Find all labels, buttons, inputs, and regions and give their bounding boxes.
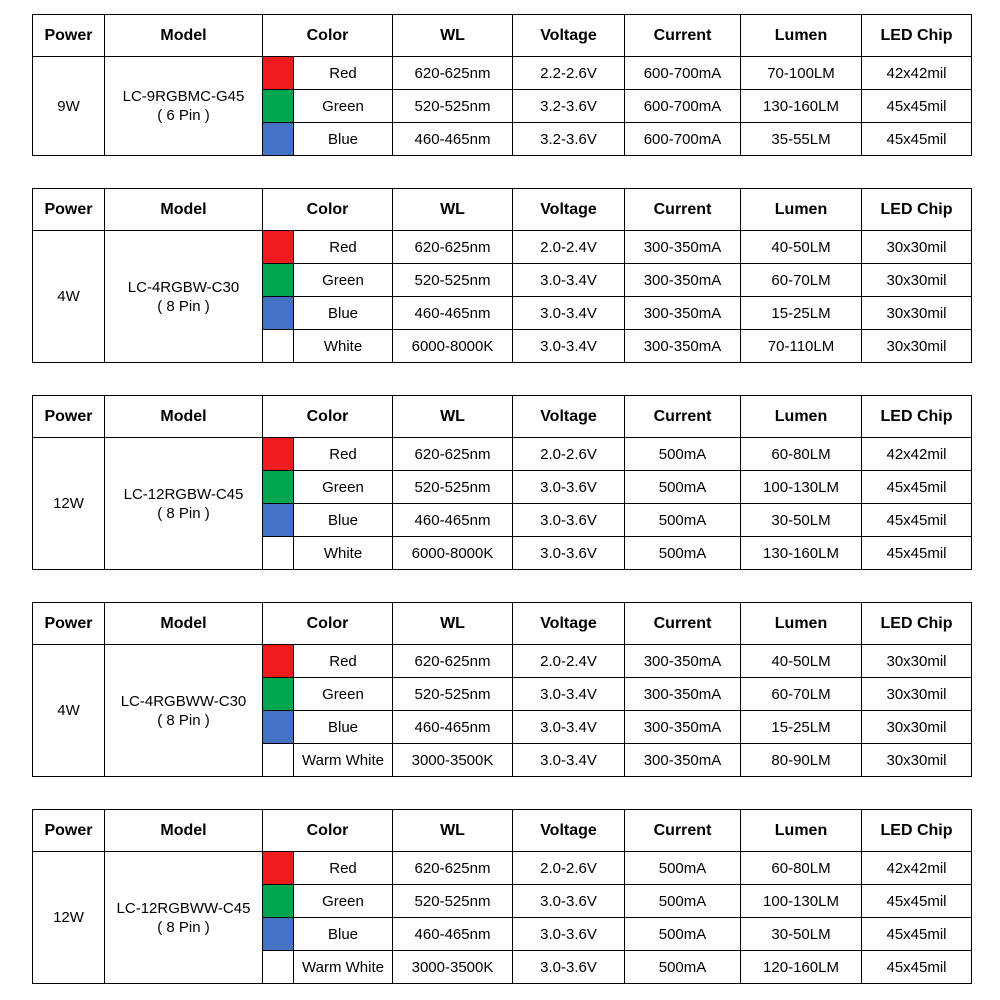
lumen-value: 15-25LM (741, 297, 862, 330)
color-name: Green (294, 90, 393, 123)
chip-value: 42x42mil (862, 438, 972, 471)
color-name: Blue (294, 918, 393, 951)
color-swatch-fill (263, 57, 293, 89)
chip-value: 30x30mil (862, 330, 972, 363)
voltage-value: 3.0-3.6V (513, 537, 625, 570)
color-swatch-fill (263, 231, 293, 263)
lumen-value: 100-130LM (741, 471, 862, 504)
color-swatch-fill (263, 330, 293, 362)
header-color: Color (263, 603, 393, 645)
color-swatch-fill (263, 744, 293, 776)
color-name: Blue (294, 123, 393, 156)
header-current: Current (625, 603, 741, 645)
wl-value: 460-465nm (393, 504, 513, 537)
wl-value: 3000-3500K (393, 951, 513, 984)
color-swatch-fill (263, 645, 293, 677)
color-name: Red (294, 645, 393, 678)
chip-value: 45x45mil (862, 918, 972, 951)
header-model: Model (105, 810, 263, 852)
lumen-value: 30-50LM (741, 504, 862, 537)
chip-value: 42x42mil (862, 852, 972, 885)
voltage-value: 3.0-3.4V (513, 297, 625, 330)
color-name: Blue (294, 711, 393, 744)
color-swatch-fill (263, 951, 293, 983)
current-value: 300-350mA (625, 330, 741, 363)
voltage-value: 3.0-3.6V (513, 885, 625, 918)
header-lumen: Lumen (741, 396, 862, 438)
chip-value: 45x45mil (862, 504, 972, 537)
header-voltage: Voltage (513, 15, 625, 57)
color-swatch (263, 231, 294, 264)
wl-value: 460-465nm (393, 297, 513, 330)
pin-count: ( 8 Pin ) (157, 297, 210, 315)
lumen-value: 120-160LM (741, 951, 862, 984)
spec-table (32, 188, 972, 363)
spec-table (32, 395, 972, 570)
voltage-value: 3.0-3.4V (513, 711, 625, 744)
color-swatch-fill (263, 678, 293, 710)
chip-value: 45x45mil (862, 471, 972, 504)
wl-value: 3000-3500K (393, 744, 513, 777)
chip-value: 30x30mil (862, 645, 972, 678)
spec-table (32, 14, 972, 156)
header-voltage: Voltage (513, 189, 625, 231)
color-swatch (263, 504, 294, 537)
lumen-value: 60-80LM (741, 852, 862, 885)
header-current: Current (625, 15, 741, 57)
color-swatch-fill (263, 438, 293, 470)
current-value: 500mA (625, 852, 741, 885)
header-wl: WL (393, 396, 513, 438)
voltage-value: 3.0-3.4V (513, 264, 625, 297)
lumen-value: 30-50LM (741, 918, 862, 951)
header-lumen: Lumen (741, 189, 862, 231)
color-swatch (263, 471, 294, 504)
color-swatch-fill (263, 90, 293, 122)
chip-value: 30x30mil (862, 711, 972, 744)
color-swatch-fill (263, 297, 293, 329)
color-swatch (263, 678, 294, 711)
lumen-value: 130-160LM (741, 90, 862, 123)
header-wl: WL (393, 189, 513, 231)
current-value: 300-350mA (625, 744, 741, 777)
power-cell: 12W (33, 852, 105, 984)
color-swatch-fill (263, 264, 293, 296)
header-row (33, 603, 972, 645)
color-swatch-fill (263, 504, 293, 536)
wl-value: 620-625nm (393, 231, 513, 264)
color-name: Red (294, 231, 393, 264)
current-value: 300-350mA (625, 231, 741, 264)
model-name: LC-4RGBW-C30 (127, 278, 240, 296)
wl-value: 6000-8000K (393, 330, 513, 363)
model-cell (105, 852, 263, 984)
chip-value: 30x30mil (862, 678, 972, 711)
wl-value: 520-525nm (393, 264, 513, 297)
power-cell: 12W (33, 438, 105, 570)
color-swatch (263, 438, 294, 471)
color-swatch (263, 918, 294, 951)
current-value: 500mA (625, 537, 741, 570)
model-cell (105, 645, 263, 777)
header-current: Current (625, 189, 741, 231)
header-chip: LED Chip (862, 603, 972, 645)
header-current: Current (625, 810, 741, 852)
header-current: Current (625, 396, 741, 438)
header-wl: WL (393, 810, 513, 852)
table-row (33, 852, 972, 885)
current-value: 500mA (625, 504, 741, 537)
header-lumen: Lumen (741, 810, 862, 852)
current-value: 300-350mA (625, 711, 741, 744)
current-value: 600-700mA (625, 57, 741, 90)
lumen-value: 40-50LM (741, 645, 862, 678)
lumen-value: 60-70LM (741, 264, 862, 297)
lumen-value: 40-50LM (741, 231, 862, 264)
color-name: White (294, 330, 393, 363)
chip-value: 30x30mil (862, 231, 972, 264)
chip-value: 45x45mil (862, 885, 972, 918)
color-name: Red (294, 57, 393, 90)
color-swatch (263, 885, 294, 918)
color-swatch (263, 744, 294, 777)
table-row (33, 231, 972, 264)
color-swatch (263, 330, 294, 363)
table-row (33, 645, 972, 678)
color-swatch-fill (263, 471, 293, 503)
header-row (33, 396, 972, 438)
current-value: 500mA (625, 885, 741, 918)
color-swatch (263, 297, 294, 330)
wl-value: 460-465nm (393, 918, 513, 951)
wl-value: 520-525nm (393, 678, 513, 711)
voltage-value: 3.0-3.4V (513, 330, 625, 363)
table-row (33, 438, 972, 471)
header-wl: WL (393, 603, 513, 645)
color-name: Warm White (294, 744, 393, 777)
color-swatch (263, 90, 294, 123)
header-lumen: Lumen (741, 15, 862, 57)
table-row (33, 57, 972, 90)
pin-count: ( 8 Pin ) (157, 918, 210, 936)
voltage-value: 2.0-2.4V (513, 645, 625, 678)
wl-value: 520-525nm (393, 471, 513, 504)
header-wl: WL (393, 15, 513, 57)
chip-value: 45x45mil (862, 90, 972, 123)
current-value: 500mA (625, 438, 741, 471)
wl-value: 520-525nm (393, 885, 513, 918)
wl-value: 620-625nm (393, 57, 513, 90)
header-model: Model (105, 15, 263, 57)
model-name: LC-4RGBWW-C30 (120, 692, 247, 710)
color-swatch (263, 645, 294, 678)
header-color: Color (263, 810, 393, 852)
color-name: Green (294, 264, 393, 297)
color-swatch (263, 57, 294, 90)
color-name: Green (294, 471, 393, 504)
color-name: Red (294, 438, 393, 471)
header-lumen: Lumen (741, 603, 862, 645)
current-value: 500mA (625, 471, 741, 504)
lumen-value: 60-70LM (741, 678, 862, 711)
color-swatch-fill (263, 852, 293, 884)
spec-table (32, 809, 972, 984)
color-swatch-fill (263, 537, 293, 569)
color-swatch-fill (263, 885, 293, 917)
current-value: 600-700mA (625, 90, 741, 123)
model-name: LC-12RGBW-C45 (123, 485, 244, 503)
model-name: LC-9RGBMC-G45 (122, 88, 245, 105)
wl-value: 620-625nm (393, 438, 513, 471)
color-swatch (263, 537, 294, 570)
header-chip: LED Chip (862, 396, 972, 438)
header-color: Color (263, 396, 393, 438)
wl-value: 460-465nm (393, 711, 513, 744)
wl-value: 460-465nm (393, 123, 513, 156)
color-name: White (294, 537, 393, 570)
pin-count: ( 8 Pin ) (157, 711, 210, 729)
lumen-value: 80-90LM (741, 744, 862, 777)
color-swatch-fill (263, 123, 293, 155)
header-power: Power (33, 189, 105, 231)
header-chip: LED Chip (862, 189, 972, 231)
chip-value: 45x45mil (862, 951, 972, 984)
color-swatch (263, 852, 294, 885)
header-power: Power (33, 15, 105, 57)
model-cell (105, 57, 263, 156)
pin-count: ( 6 Pin ) (157, 107, 210, 124)
header-voltage: Voltage (513, 810, 625, 852)
header-chip: LED Chip (862, 15, 972, 57)
current-value: 300-350mA (625, 678, 741, 711)
color-swatch (263, 123, 294, 156)
voltage-value: 3.0-3.6V (513, 504, 625, 537)
header-model: Model (105, 603, 263, 645)
lumen-value: 100-130LM (741, 885, 862, 918)
pin-count: ( 8 Pin ) (157, 504, 210, 522)
wl-value: 620-625nm (393, 645, 513, 678)
lumen-value: 60-80LM (741, 438, 862, 471)
voltage-value: 3.0-3.4V (513, 744, 625, 777)
color-swatch (263, 951, 294, 984)
model-name: LC-12RGBWW-C45 (116, 899, 251, 917)
current-value: 500mA (625, 918, 741, 951)
current-value: 600-700mA (625, 123, 741, 156)
color-swatch-fill (263, 918, 293, 950)
lumen-value: 15-25LM (741, 711, 862, 744)
power-cell: 9W (33, 57, 105, 156)
voltage-value: 2.2-2.6V (513, 57, 625, 90)
power-cell: 4W (33, 645, 105, 777)
voltage-value: 3.0-3.4V (513, 678, 625, 711)
chip-value: 45x45mil (862, 123, 972, 156)
chip-value: 42x42mil (862, 57, 972, 90)
wl-value: 620-625nm (393, 852, 513, 885)
voltage-value: 3.0-3.6V (513, 471, 625, 504)
current-value: 300-350mA (625, 297, 741, 330)
header-row (33, 810, 972, 852)
voltage-value: 3.0-3.6V (513, 951, 625, 984)
current-value: 300-350mA (625, 264, 741, 297)
lumen-value: 70-100LM (741, 57, 862, 90)
model-cell (105, 438, 263, 570)
current-value: 300-350mA (625, 645, 741, 678)
color-name: Blue (294, 297, 393, 330)
header-model: Model (105, 189, 263, 231)
lumen-value: 35-55LM (741, 123, 862, 156)
color-swatch (263, 711, 294, 744)
chip-value: 45x45mil (862, 537, 972, 570)
header-model: Model (105, 396, 263, 438)
power-cell: 4W (33, 231, 105, 363)
lumen-value: 130-160LM (741, 537, 862, 570)
color-name: Green (294, 885, 393, 918)
chip-value: 30x30mil (862, 264, 972, 297)
header-color: Color (263, 15, 393, 57)
model-cell (105, 231, 263, 363)
wl-value: 6000-8000K (393, 537, 513, 570)
header-chip: LED Chip (862, 810, 972, 852)
wl-value: 520-525nm (393, 90, 513, 123)
header-color: Color (263, 189, 393, 231)
spec-table (32, 602, 972, 777)
header-row (33, 189, 972, 231)
color-name: Red (294, 852, 393, 885)
chip-value: 30x30mil (862, 297, 972, 330)
voltage-value: 2.0-2.4V (513, 231, 625, 264)
header-voltage: Voltage (513, 396, 625, 438)
color-name: Green (294, 678, 393, 711)
color-name: Warm White (294, 951, 393, 984)
voltage-value: 2.0-2.6V (513, 438, 625, 471)
current-value: 500mA (625, 951, 741, 984)
lumen-value: 70-110LM (741, 330, 862, 363)
color-swatch-fill (263, 711, 293, 743)
color-name: Blue (294, 504, 393, 537)
header-power: Power (33, 603, 105, 645)
header-voltage: Voltage (513, 603, 625, 645)
header-row (33, 15, 972, 57)
voltage-value: 3.0-3.6V (513, 918, 625, 951)
voltage-value: 3.2-3.6V (513, 90, 625, 123)
header-power: Power (33, 396, 105, 438)
chip-value: 30x30mil (862, 744, 972, 777)
voltage-value: 3.2-3.6V (513, 123, 625, 156)
header-power: Power (33, 810, 105, 852)
voltage-value: 2.0-2.6V (513, 852, 625, 885)
color-swatch (263, 264, 294, 297)
